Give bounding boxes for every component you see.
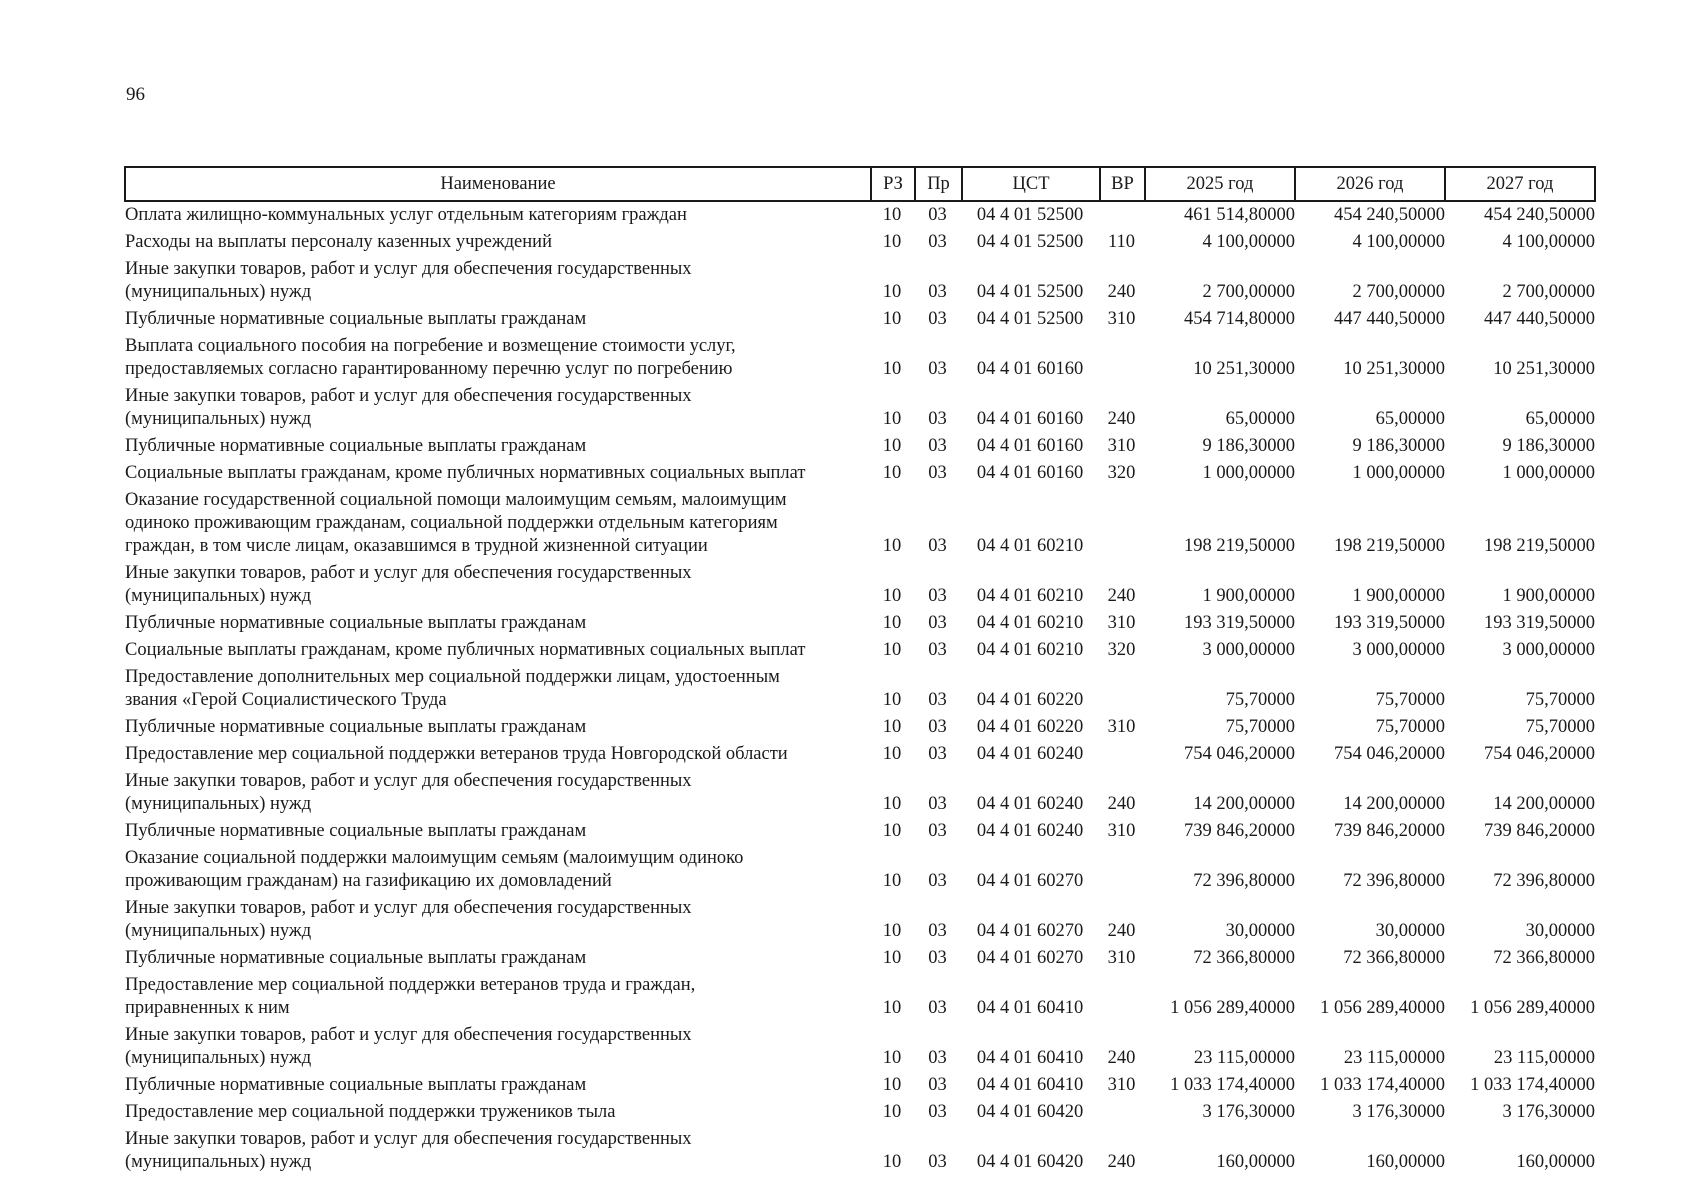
table-header <box>125 167 1595 201</box>
cell-rz: 10 <box>882 436 902 456</box>
cell-name: Публичные нормативные социальные выплаты гражданам <box>125 309 587 329</box>
cell-cst: 04 4 01 60210 <box>976 640 1084 660</box>
table-row <box>125 741 1595 768</box>
cell-2026: 10 251,30000 <box>1343 359 1445 379</box>
cell-pr: 03 <box>928 1152 947 1172</box>
cell-2027: 4 100,00000 <box>1502 232 1595 252</box>
cell-pr: 03 <box>928 1075 947 1095</box>
cell-name: Публичные нормативные социальные выплаты гражданам <box>125 948 587 968</box>
cell-vr: 310 <box>1107 948 1136 968</box>
cell-2027: 10 251,30000 <box>1493 359 1595 379</box>
cell-pr: 03 <box>928 1048 947 1068</box>
table-row <box>125 256 1595 306</box>
cell-2025: 72 366,80000 <box>1193 948 1295 968</box>
cell-vr: 240 <box>1107 409 1136 429</box>
cell-2027: 75,70000 <box>1525 717 1595 737</box>
cell-rz: 10 <box>882 205 902 225</box>
cell-2027: 754 046,20000 <box>1484 744 1595 764</box>
cell-2026: 454 240,50000 <box>1334 205 1445 225</box>
cell-name: Публичные нормативные социальные выплаты гражданам <box>125 821 587 841</box>
cell-name: Оказание социальной поддержки малоимущим семьям (малоимущим одиноко проживающим гражданам) на газификацию их домовладений <box>125 848 744 891</box>
table-row <box>125 229 1595 256</box>
cell-name: Социальные выплаты гражданам, кроме публичных нормативных социальных выплат <box>125 463 806 483</box>
cell-cst: 04 4 01 60410 <box>976 1048 1084 1068</box>
cell-name: Оплата жилищно-коммунальных услуг отдельным категориям граждан <box>125 205 687 225</box>
cell-2027: 1 033 174,40000 <box>1470 1075 1595 1095</box>
cell-2025: 9 186,30000 <box>1202 436 1295 456</box>
cell-2027: 3 000,00000 <box>1502 640 1595 660</box>
cell-cst: 04 4 01 52500 <box>976 309 1084 329</box>
cell-2026: 193 319,50000 <box>1334 613 1445 633</box>
cell-2025: 454 714,80000 <box>1184 309 1295 329</box>
cell-vr <box>1100 972 1145 1022</box>
cell-pr: 03 <box>928 282 947 302</box>
cell-2025: 193 319,50000 <box>1184 613 1295 633</box>
table-row <box>125 560 1595 610</box>
cell-2027: 72 396,80000 <box>1493 871 1595 891</box>
cell-pr: 03 <box>928 232 947 252</box>
cell-vr <box>1100 1099 1145 1126</box>
cell-name: Предоставление мер социальной поддержки ветеранов труда и граждан, приравненных к ним <box>125 975 696 1018</box>
cell-2025: 198 219,50000 <box>1184 536 1295 556</box>
table-row <box>125 201 1595 229</box>
cell-pr: 03 <box>928 586 947 606</box>
cell-vr <box>1100 741 1145 768</box>
table-row <box>125 945 1595 972</box>
header-name: Наименование <box>125 167 871 201</box>
cell-2027: 454 240,50000 <box>1484 205 1595 225</box>
header-2025: 2025 год <box>1145 167 1295 201</box>
cell-cst: 04 4 01 60210 <box>976 586 1084 606</box>
cell-2027: 2 700,00000 <box>1502 282 1595 302</box>
cell-pr: 03 <box>928 409 947 429</box>
cell-2026: 3 000,00000 <box>1352 640 1445 660</box>
cell-2025: 65,00000 <box>1225 409 1295 429</box>
cell-2025: 3 000,00000 <box>1202 640 1295 660</box>
cell-2026: 72 366,80000 <box>1343 948 1445 968</box>
cell-rz: 10 <box>882 586 902 606</box>
cell-name: Иные закупки товаров, работ и услуг для обеспечения государственных (муниципальных) нужд <box>125 386 692 429</box>
cell-cst: 04 4 01 60160 <box>976 436 1084 456</box>
cell-pr: 03 <box>928 821 947 841</box>
cell-name: Публичные нормативные социальные выплаты гражданам <box>125 613 587 633</box>
cell-cst: 04 4 01 60210 <box>976 613 1084 633</box>
table-row <box>125 664 1595 714</box>
table-row <box>125 460 1595 487</box>
cell-name: Оказание государственной социальной помощи малоимущим семьям, малоимущим одиноко проживающим гражданам, социальной поддержки отдельным категориям граждан, в том числе лицам, оказавшимся в трудной жизненной ситуации <box>125 490 787 556</box>
cell-2026: 160,00000 <box>1366 1152 1445 1172</box>
cell-2026: 739 846,20000 <box>1334 821 1445 841</box>
cell-name: Социальные выплаты гражданам, кроме публичных нормативных социальных выплат <box>125 640 806 660</box>
cell-cst: 04 4 01 60270 <box>976 921 1084 941</box>
cell-2026: 65,00000 <box>1375 409 1445 429</box>
cell-2027: 160,00000 <box>1516 1152 1595 1172</box>
cell-2027: 23 115,00000 <box>1493 1048 1595 1068</box>
table-row <box>125 895 1595 945</box>
cell-2027: 1 900,00000 <box>1502 586 1595 606</box>
cell-2026: 9 186,30000 <box>1352 436 1445 456</box>
cell-2025: 2 700,00000 <box>1202 282 1295 302</box>
table-row <box>125 768 1595 818</box>
cell-pr: 03 <box>928 640 947 660</box>
cell-vr: 310 <box>1107 717 1136 737</box>
cell-cst: 04 4 01 52500 <box>976 205 1084 225</box>
table-row <box>125 333 1595 383</box>
cell-2026: 75,70000 <box>1375 717 1445 737</box>
cell-pr: 03 <box>928 717 947 737</box>
cell-cst: 04 4 01 60240 <box>976 744 1084 764</box>
cell-2025: 739 846,20000 <box>1184 821 1295 841</box>
cell-vr: 320 <box>1107 640 1136 660</box>
table-row <box>125 637 1595 664</box>
cell-rz: 10 <box>882 948 902 968</box>
cell-rz: 10 <box>882 409 902 429</box>
cell-cst: 04 4 01 60410 <box>976 998 1084 1018</box>
cell-cst: 04 4 01 60410 <box>976 1075 1084 1095</box>
cell-rz: 10 <box>882 1152 902 1172</box>
cell-rz: 10 <box>882 690 902 710</box>
cell-2026: 4 100,00000 <box>1352 232 1445 252</box>
cell-rz: 10 <box>882 640 902 660</box>
cell-rz: 10 <box>882 359 902 379</box>
cell-rz: 10 <box>882 717 902 737</box>
cell-rz: 10 <box>882 921 902 941</box>
cell-rz: 10 <box>882 232 902 252</box>
table-row <box>125 1126 1595 1176</box>
cell-vr: 240 <box>1107 921 1136 941</box>
cell-2025: 754 046,20000 <box>1184 744 1295 764</box>
cell-cst: 04 4 01 52500 <box>976 282 1084 302</box>
cell-pr: 03 <box>928 309 947 329</box>
header-vr: ВР <box>1100 167 1145 201</box>
cell-vr: 310 <box>1107 821 1136 841</box>
table-row <box>125 487 1595 560</box>
page-number: 96 <box>126 84 145 105</box>
header-pr: Пр <box>915 167 962 201</box>
cell-vr: 320 <box>1107 463 1136 483</box>
cell-name: Иные закупки товаров, работ и услуг для обеспечения государственных (муниципальных) нужд <box>125 563 692 606</box>
cell-rz: 10 <box>882 1075 902 1095</box>
cell-vr <box>1100 664 1145 714</box>
table-row <box>125 972 1595 1022</box>
cell-2025: 72 396,80000 <box>1193 871 1295 891</box>
table-row <box>125 1099 1595 1126</box>
cell-2025: 1 033 174,40000 <box>1170 1075 1295 1095</box>
cell-vr: 310 <box>1107 1075 1136 1095</box>
cell-pr: 03 <box>928 871 947 891</box>
table-row <box>125 845 1595 895</box>
header-2026: 2026 год <box>1295 167 1445 201</box>
cell-2027: 9 186,30000 <box>1502 436 1595 456</box>
cell-name: Расходы на выплаты персоналу казенных учреждений <box>125 232 552 252</box>
cell-vr <box>1100 201 1145 229</box>
table-row <box>125 306 1595 333</box>
table-row <box>125 1072 1595 1099</box>
cell-cst: 04 4 01 60420 <box>976 1152 1084 1172</box>
cell-2027: 30,00000 <box>1525 921 1595 941</box>
cell-pr: 03 <box>928 690 947 710</box>
cell-cst: 04 4 01 60160 <box>976 409 1084 429</box>
cell-2026: 2 700,00000 <box>1352 282 1445 302</box>
header-cst: ЦСТ <box>962 167 1100 201</box>
cell-rz: 10 <box>882 998 902 1018</box>
table-row <box>125 433 1595 460</box>
cell-2025: 3 176,30000 <box>1202 1102 1295 1122</box>
cell-vr <box>1100 487 1145 560</box>
cell-2027: 739 846,20000 <box>1484 821 1595 841</box>
cell-pr: 03 <box>928 921 947 941</box>
cell-2025: 1 056 289,40000 <box>1170 998 1295 1018</box>
cell-cst: 04 4 01 60220 <box>976 717 1084 737</box>
cell-name: Предоставление мер социальной поддержки тружеников тыла <box>125 1102 616 1122</box>
cell-2026: 1 033 174,40000 <box>1320 1075 1445 1095</box>
cell-cst: 04 4 01 60240 <box>976 821 1084 841</box>
cell-name: Публичные нормативные социальные выплаты гражданам <box>125 717 587 737</box>
cell-2025: 461 514,80000 <box>1184 205 1295 225</box>
cell-2026: 198 219,50000 <box>1334 536 1445 556</box>
budget-table <box>124 166 1596 1176</box>
cell-2027: 193 319,50000 <box>1484 613 1595 633</box>
cell-pr: 03 <box>928 744 947 764</box>
cell-2027: 3 176,30000 <box>1502 1102 1595 1122</box>
cell-rz: 10 <box>882 309 902 329</box>
cell-rz: 10 <box>882 463 902 483</box>
cell-2025: 10 251,30000 <box>1193 359 1295 379</box>
cell-name: Публичные нормативные социальные выплаты гражданам <box>125 436 587 456</box>
cell-2025: 1 900,00000 <box>1202 586 1295 606</box>
cell-pr: 03 <box>928 613 947 633</box>
cell-vr: 240 <box>1107 794 1136 814</box>
table-row <box>125 610 1595 637</box>
cell-name: Выплата социального пособия на погребение и возмещение стоимости услуг, предоставляемых согласно гарантированному перечню услуг по погребению <box>125 336 736 379</box>
cell-2027: 75,70000 <box>1525 690 1595 710</box>
cell-2025: 30,00000 <box>1225 921 1295 941</box>
cell-rz: 10 <box>882 536 902 556</box>
cell-rz: 10 <box>882 794 902 814</box>
cell-cst: 04 4 01 60270 <box>976 871 1084 891</box>
cell-vr: 310 <box>1107 436 1136 456</box>
cell-rz: 10 <box>882 1102 902 1122</box>
cell-vr <box>1100 333 1145 383</box>
cell-name: Иные закупки товаров, работ и услуг для обеспечения государственных (муниципальных) нужд <box>125 898 692 941</box>
cell-rz: 10 <box>882 613 902 633</box>
cell-pr: 03 <box>928 205 947 225</box>
cell-cst: 04 4 01 60160 <box>976 359 1084 379</box>
cell-2025: 1 000,00000 <box>1202 463 1295 483</box>
header-2027: 2027 год <box>1445 167 1595 201</box>
cell-vr: 310 <box>1107 309 1136 329</box>
table-row <box>125 383 1595 433</box>
cell-2026: 1 900,00000 <box>1352 586 1445 606</box>
cell-cst: 04 4 01 60240 <box>976 794 1084 814</box>
cell-pr: 03 <box>928 359 947 379</box>
cell-pr: 03 <box>928 436 947 456</box>
cell-vr: 110 <box>1107 232 1136 252</box>
cell-vr: 240 <box>1107 1152 1136 1172</box>
cell-pr: 03 <box>928 794 947 814</box>
cell-cst: 04 4 01 60220 <box>976 690 1084 710</box>
cell-rz: 10 <box>882 1048 902 1068</box>
cell-rz: 10 <box>882 744 902 764</box>
cell-pr: 03 <box>928 536 947 556</box>
cell-2025: 75,70000 <box>1225 717 1295 737</box>
cell-2026: 1 000,00000 <box>1352 463 1445 483</box>
cell-2026: 447 440,50000 <box>1334 309 1445 329</box>
cell-2027: 198 219,50000 <box>1484 536 1595 556</box>
cell-cst: 04 4 01 52500 <box>976 232 1084 252</box>
cell-name: Иные закупки товаров, работ и услуг для обеспечения государственных (муниципальных) нужд <box>125 1025 692 1068</box>
cell-vr: 240 <box>1107 586 1136 606</box>
table-row <box>125 1022 1595 1072</box>
cell-name: Публичные нормативные социальные выплаты гражданам <box>125 1075 587 1095</box>
cell-name: Иные закупки товаров, работ и услуг для обеспечения государственных (муниципальных) нужд <box>125 771 692 814</box>
cell-2027: 72 366,80000 <box>1493 948 1595 968</box>
cell-2026: 72 396,80000 <box>1343 871 1445 891</box>
cell-2026: 14 200,00000 <box>1343 794 1445 814</box>
cell-cst: 04 4 01 60160 <box>976 463 1084 483</box>
cell-name: Иные закупки товаров, работ и услуг для обеспечения государственных (муниципальных) нужд <box>125 1129 692 1172</box>
cell-2026: 1 056 289,40000 <box>1320 998 1445 1018</box>
cell-2025: 75,70000 <box>1225 690 1295 710</box>
cell-cst: 04 4 01 60210 <box>976 536 1084 556</box>
cell-2026: 30,00000 <box>1375 921 1445 941</box>
cell-2026: 3 176,30000 <box>1352 1102 1445 1122</box>
cell-2026: 75,70000 <box>1375 690 1445 710</box>
header-rz: РЗ <box>871 167 915 201</box>
cell-2026: 23 115,00000 <box>1343 1048 1445 1068</box>
cell-vr <box>1100 845 1145 895</box>
cell-pr: 03 <box>928 1102 947 1122</box>
cell-vr: 240 <box>1107 282 1136 302</box>
cell-rz: 10 <box>882 871 902 891</box>
cell-name: Предоставление мер социальной поддержки ветеранов труда Новгородской области <box>125 744 788 764</box>
cell-rz: 10 <box>882 282 902 302</box>
cell-pr: 03 <box>928 463 947 483</box>
table-row <box>125 818 1595 845</box>
header-row <box>125 167 1595 201</box>
cell-name: Предоставление дополнительных мер социальной поддержки лицам, удостоенным звания «Герой Социалистического Труда <box>125 667 780 710</box>
cell-2027: 65,00000 <box>1525 409 1595 429</box>
table-body <box>125 201 1595 1176</box>
cell-vr: 240 <box>1107 1048 1136 1068</box>
cell-2025: 4 100,00000 <box>1202 232 1295 252</box>
cell-2027: 1 056 289,40000 <box>1470 998 1595 1018</box>
cell-2026: 754 046,20000 <box>1334 744 1445 764</box>
cell-rz: 10 <box>882 821 902 841</box>
cell-name: Иные закупки товаров, работ и услуг для обеспечения государственных (муниципальных) нужд <box>125 259 692 302</box>
cell-pr: 03 <box>928 948 947 968</box>
cell-vr: 310 <box>1107 613 1136 633</box>
cell-2025: 23 115,00000 <box>1193 1048 1295 1068</box>
cell-2025: 14 200,00000 <box>1193 794 1295 814</box>
cell-2027: 447 440,50000 <box>1484 309 1595 329</box>
cell-cst: 04 4 01 60270 <box>976 948 1084 968</box>
cell-2025: 160,00000 <box>1216 1152 1295 1172</box>
cell-pr: 03 <box>928 998 947 1018</box>
cell-2027: 1 000,00000 <box>1502 463 1595 483</box>
table-row <box>125 714 1595 741</box>
cell-cst: 04 4 01 60420 <box>976 1102 1084 1122</box>
cell-2027: 14 200,00000 <box>1493 794 1595 814</box>
